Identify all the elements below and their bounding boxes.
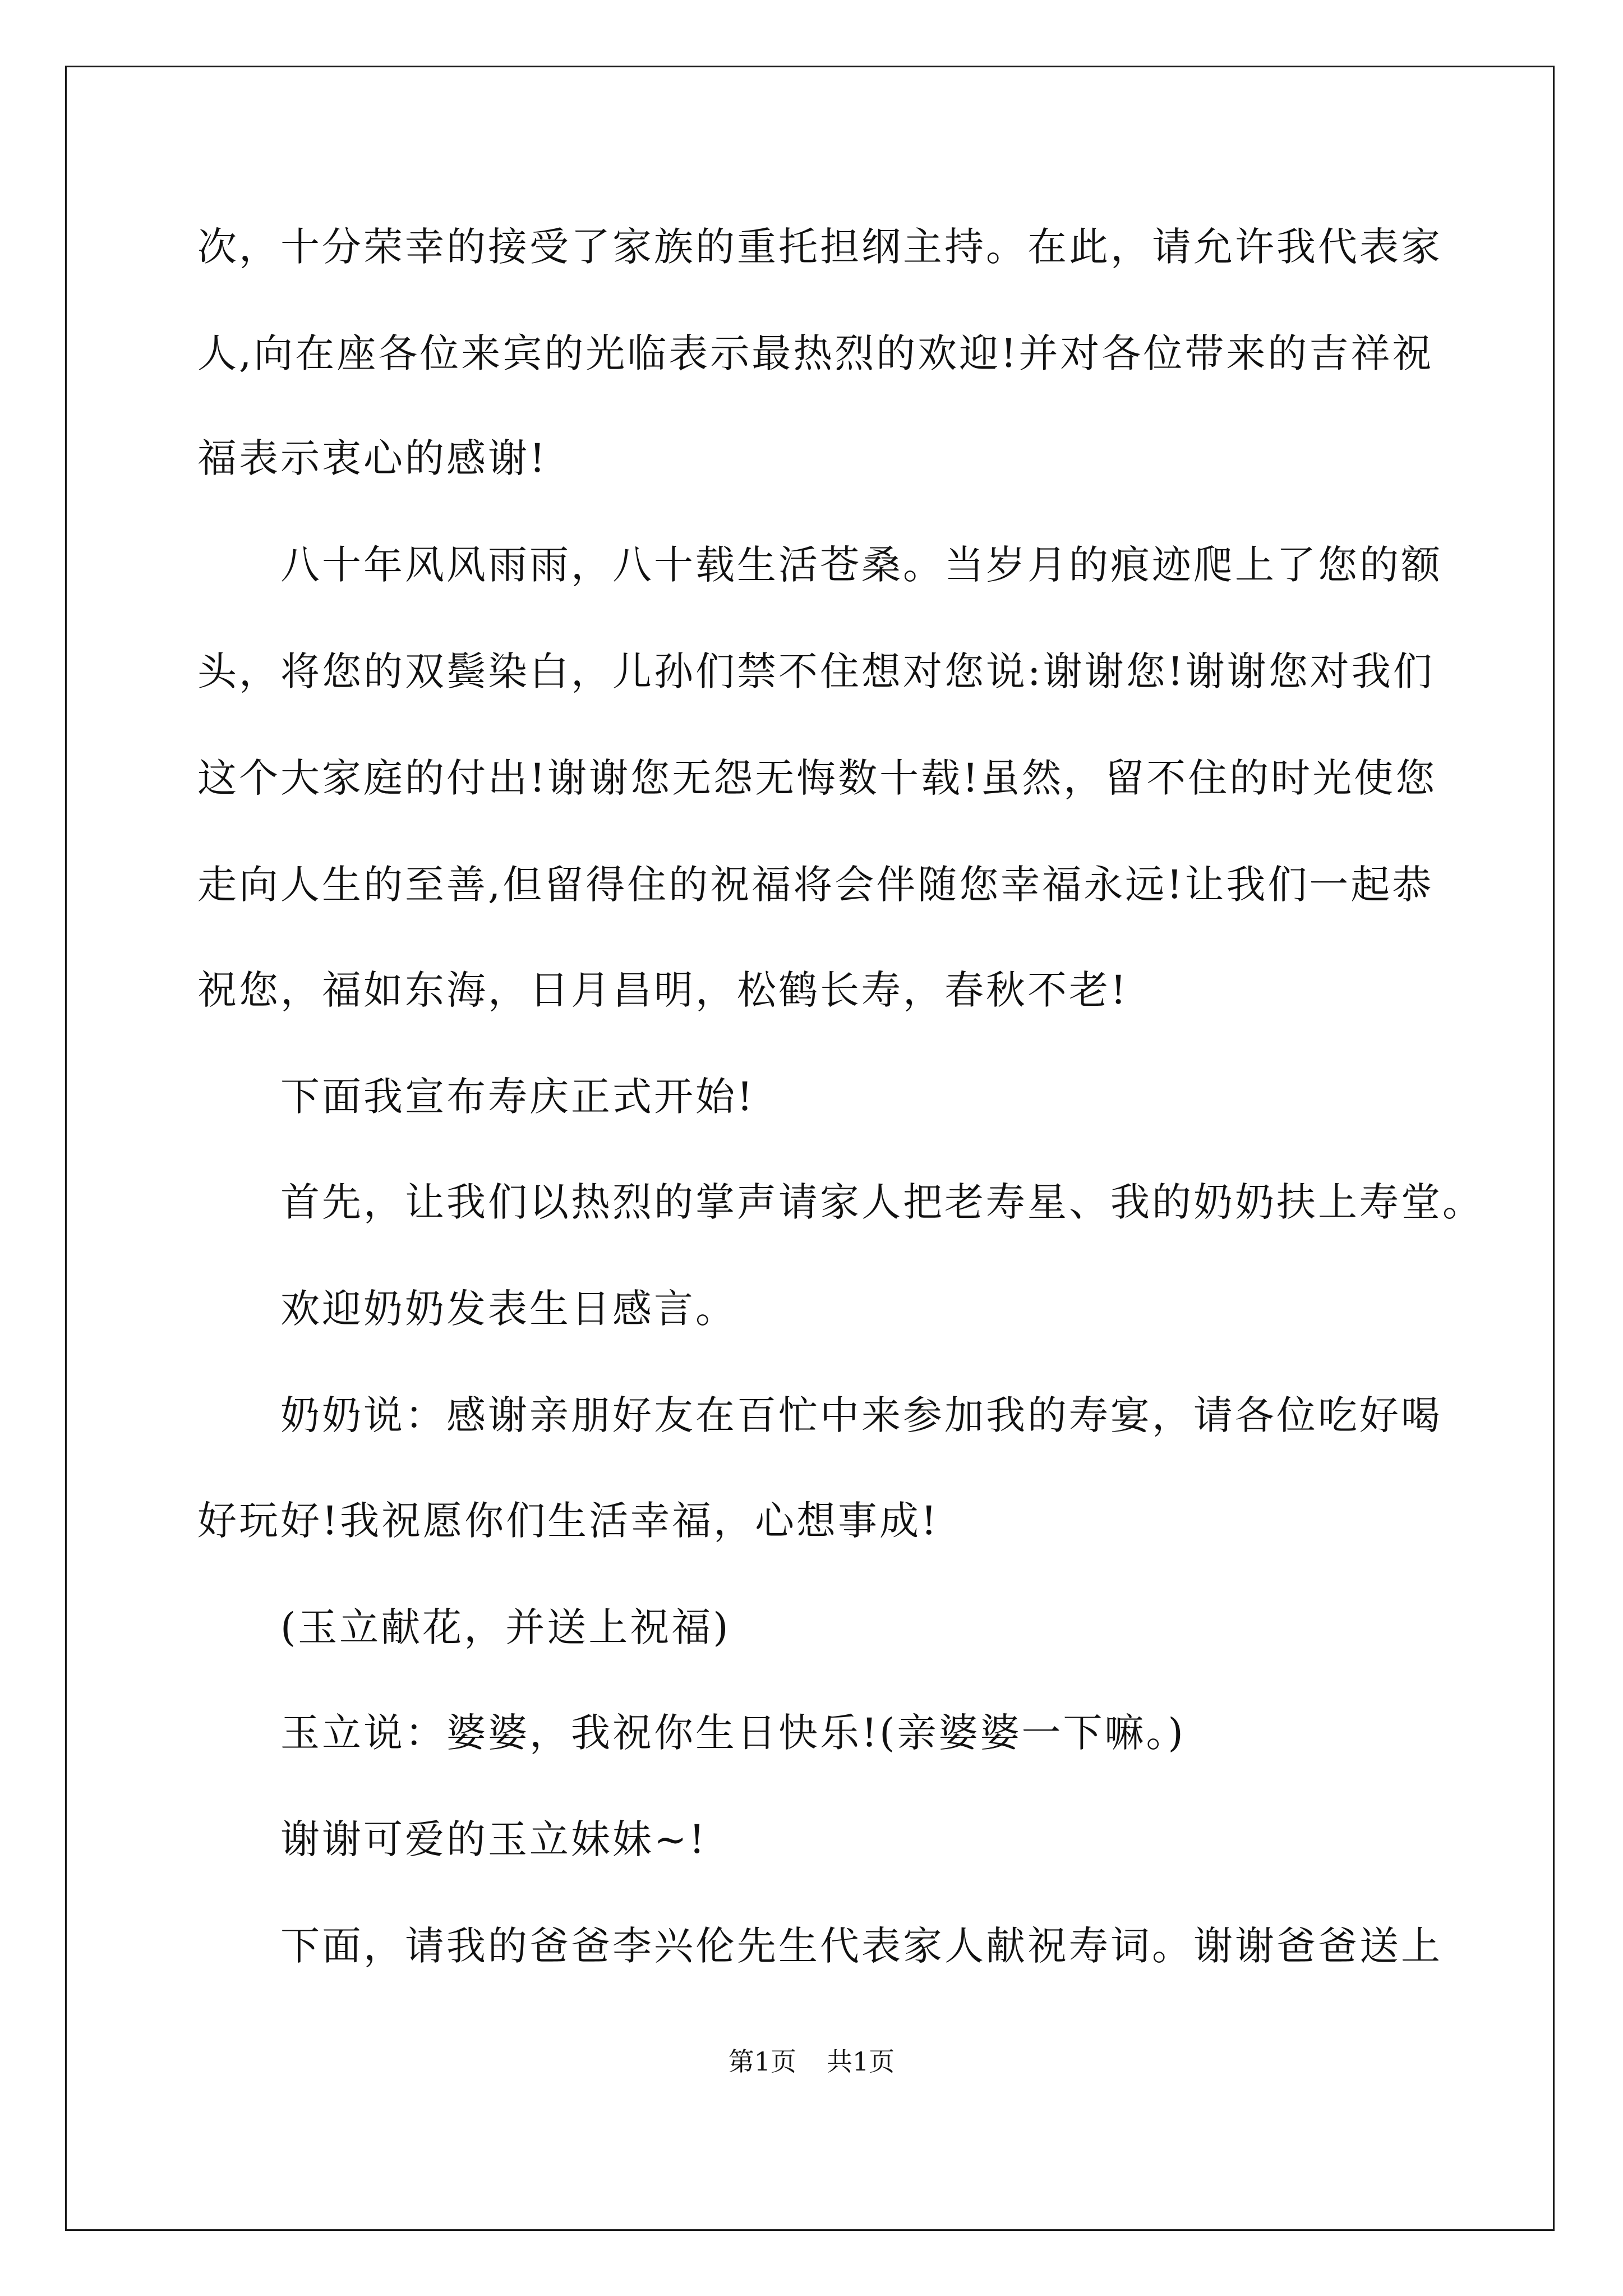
text-line: 下面，请我的爸爸李兴伦先生代表家人献祝寿词。谢谢爸爸送上 (280, 1923, 1442, 1969)
text-line: 人,向在座各位来宾的光临表示最热烈的欢迎!并对各位带来的吉祥祝 (197, 330, 1434, 376)
page-number: 第1页 (728, 2046, 796, 2077)
text-line: 八十年风风雨雨，八十载生活苍桑。当岁月的痕迹爬上了您的额 (280, 542, 1442, 588)
text-line: 玉立说：婆婆，我祝你生日快乐!(亲婆婆一下嘛。) (280, 1710, 1186, 1756)
page-border (65, 66, 1555, 2231)
text-line: 这个大家庭的付出!谢谢您无怨无悔数十载!虽然，留不住的时光使您 (197, 755, 1437, 801)
text-line: 首先，让我们以热烈的掌声请家人把老寿星、我的奶奶扶上寿堂。 (280, 1179, 1484, 1225)
text-line: 头，将您的双鬓染白，儿孙们禁不住想对您说:谢谢您!谢谢您对我们 (197, 648, 1435, 694)
text-line: 福表示衷心的感谢! (197, 435, 548, 481)
text-line: 奶奶说：感谢亲朋好友在百忙中来参加我的寿宴，请各位吃好喝 (280, 1392, 1442, 1438)
page-footer (0, 2045, 1623, 2078)
text-line: 次，十分荣幸的接受了家族的重托担纲主持。在此，请允许我代表家 (197, 224, 1442, 270)
text-line: 好玩好!我祝愿你们生活幸福，心想事成! (197, 1498, 939, 1544)
text-line: 下面我宣布寿庆正式开始! (280, 1074, 755, 1120)
text-line: 谢谢可爱的玉立妹妹~! (280, 1816, 707, 1862)
page-total: 共1页 (827, 2046, 895, 2077)
text-line: 欢迎奶奶发表生日感言。 (280, 1286, 737, 1332)
text-line: 走向人生的至善,但留得住的祝福将会伴随您幸福永远!让我们一起恭 (197, 862, 1434, 908)
text-line: 祝您，福如东海，日月昌明，松鹤长寿，春秋不老! (197, 967, 1129, 1013)
text-line: (玉立献花，并送上祝福) (280, 1604, 731, 1650)
